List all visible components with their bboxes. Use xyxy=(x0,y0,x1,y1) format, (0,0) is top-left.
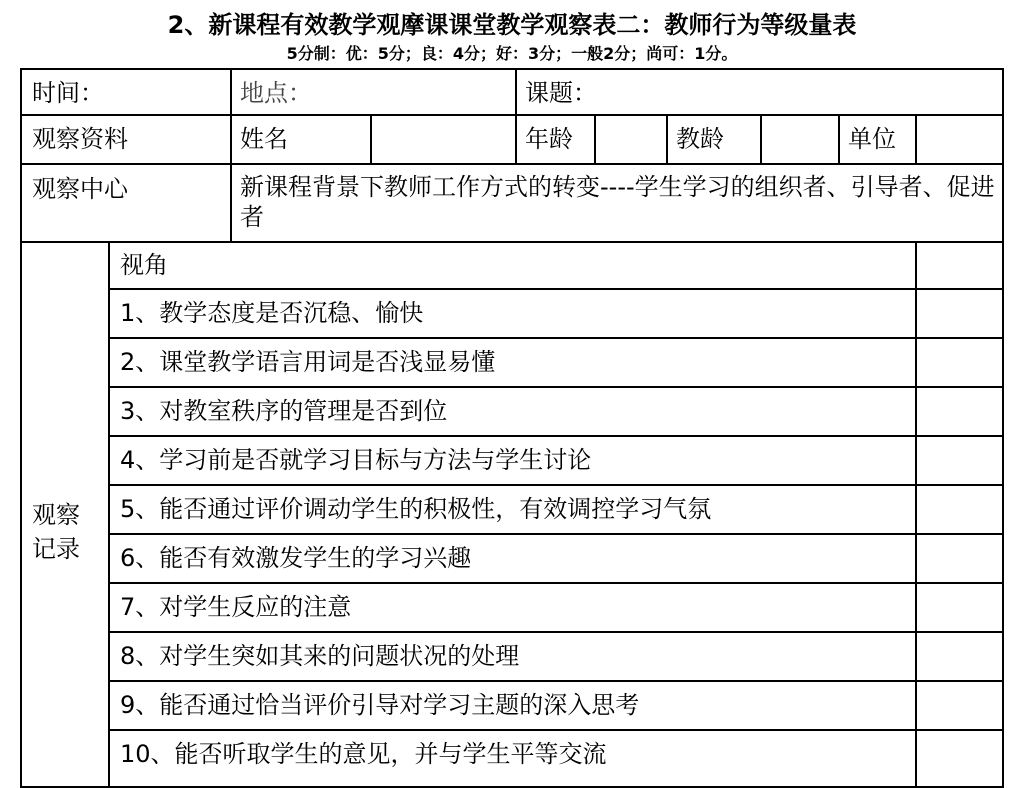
observation-record-label: 观察记录 xyxy=(32,501,80,563)
column-divider xyxy=(108,241,110,788)
column-divider xyxy=(915,241,917,788)
age-label: 年龄 xyxy=(525,125,573,153)
observation-center-label: 观察中心 xyxy=(32,175,128,203)
row-divider xyxy=(22,114,1004,116)
time-label: 时间： xyxy=(32,79,104,107)
list-item: 6、能否有效激发学生的学习兴趣 xyxy=(120,544,472,572)
column-divider xyxy=(915,114,917,164)
row-divider xyxy=(108,484,1004,486)
topic-label: 课题： xyxy=(525,79,597,107)
list-item: 8、对学生突如其来的问题状况的处理 xyxy=(120,642,520,670)
name-label: 姓名 xyxy=(240,125,288,153)
list-item: 4、学习前是否就学习目标与方法与学生讨论 xyxy=(120,446,592,474)
row-divider xyxy=(108,435,1004,437)
list-item: 7、对学生反应的注意 xyxy=(120,593,352,621)
column-divider xyxy=(370,114,372,164)
perspective-heading: 视角 xyxy=(120,251,168,279)
list-item: 1、教学态度是否沉稳、愉快 xyxy=(120,299,424,327)
column-divider xyxy=(515,70,517,164)
column-divider xyxy=(666,114,668,164)
place-label: 地点： xyxy=(240,79,312,107)
observation-center-text: 新课程背景下教师工作方式的转变----学生学习的组织者、引导者、促进者 xyxy=(240,173,995,231)
list-item: 10、能否听取学生的意见，并与学生平等交流 xyxy=(120,740,607,768)
row-divider xyxy=(108,680,1004,682)
column-divider xyxy=(838,114,840,164)
row-divider xyxy=(108,582,1004,584)
list-item: 5、能否通过评价调动学生的积极性，有效调控学习气氛 xyxy=(120,495,712,523)
list-item: 9、能否通过恰当评价引导对学习主题的深入思考 xyxy=(120,691,640,719)
list-item: 3、对教室秩序的管理是否到位 xyxy=(120,397,448,425)
column-divider xyxy=(230,70,232,242)
list-item: 2、课堂教学语言用词是否浅显易懂 xyxy=(120,348,496,376)
row-divider xyxy=(108,337,1004,339)
unit-label: 单位 xyxy=(848,125,896,153)
teaching-age-label: 教龄 xyxy=(676,125,724,153)
row-divider xyxy=(22,163,1004,165)
form-title: 2、新课程有效教学观摩课课堂教学观察表二：教师行为等级量表 xyxy=(167,11,857,39)
column-divider xyxy=(760,114,762,164)
row-divider xyxy=(22,241,1004,243)
observation-table xyxy=(20,68,1004,788)
column-divider xyxy=(594,114,596,164)
observation-material-label: 观察资料 xyxy=(32,125,128,153)
row-divider xyxy=(108,631,1004,633)
row-divider xyxy=(108,533,1004,535)
row-divider xyxy=(108,288,1004,290)
row-divider xyxy=(108,386,1004,388)
scoring-scale: 5分制：优：5分；良：4分；好：3分；一般2分；尚可：1分。 xyxy=(286,44,738,63)
row-divider xyxy=(108,729,1004,731)
